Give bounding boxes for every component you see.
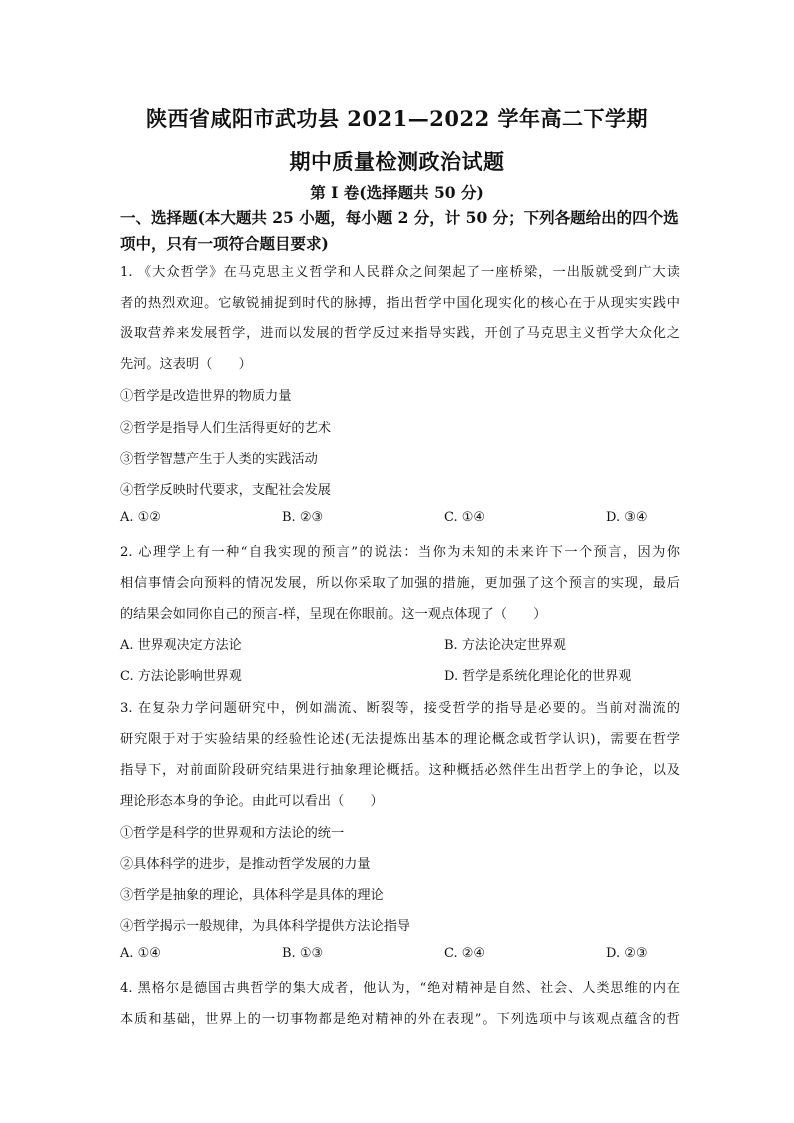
- q3-statement: ①哲学是科学的世界观和方法论的统一: [120, 826, 345, 841]
- q1-statement: ②哲学是指导人们生活得更好的艺术: [120, 421, 331, 436]
- q3-option-c: C. ②④: [444, 946, 486, 961]
- q1-stem-line: 汲取营养来发展哲学，进而以发展的哲学反过来指导实践，开创了马克思主义哲学大众化之: [120, 326, 680, 341]
- q4-stem-line: 本质和基础，世界上的一切事物都是绝对精神的外在表现”。下列选项中与该观点蕴含的哲: [120, 1012, 680, 1027]
- q3-stem-line: 3. 在复杂力学问题研究中，例如湍流、断裂等，接受哲学的指导是必要的。当前对湍流的: [120, 701, 680, 716]
- q2-option-d: D. 哲学是系统化理论化的世界观: [444, 669, 632, 684]
- q3-option-b: B. ①③: [282, 946, 324, 961]
- q2-stem-line: 2. 心理学上有一种“自我实现的预言”的说法：当你为未知的未来许下一个预言，因为你: [120, 545, 680, 560]
- q3-stem-line: 指导下，对前面阶段研究结果进行抽象理论概括。这种概括必然伴生出哲学上的争论，以及: [120, 763, 680, 778]
- q3-statement: ③哲学是抽象的理论，具体科学是具体的理论: [120, 888, 384, 903]
- q2-stem-line: 相信事情会向预料的情况发展，所以你采取了加强的措施，更加强了这个预言的实现，最后: [120, 576, 680, 591]
- part-heading: 第 I 卷(选择题共 50 分): [310, 183, 484, 202]
- q3-stem-line: 理论形态本身的争论。由此可以看出（ ）: [120, 794, 384, 809]
- q2-option-b: B. 方法论决定世界观: [444, 638, 566, 653]
- q1-stem-line: 者的热烈欢迎。它敏锐捕捉到时代的脉搏，指出哲学中国化现实化的核心在于从现实实践中: [120, 296, 680, 311]
- q2-option-c: C. 方法论影响世界观: [120, 669, 242, 684]
- q1-stem-line: 1. 《大众哲学》在马克思主义哲学和人民群众之间架起了一座桥梁，一出版就受到广大读: [120, 265, 680, 280]
- q1-option-a: A. ①②: [120, 510, 161, 525]
- q3-statement: ②具体科学的进步，是推动哲学发展的力量: [120, 857, 371, 872]
- q3-option-d: D. ②③: [606, 946, 648, 961]
- q1-option-d: D. ③④: [606, 510, 648, 525]
- q4-stem-line: 4. 黑格尔是德国古典哲学的集大成者，他认为，“绝对精神是自然、社会、人类思维的内在: [120, 981, 680, 996]
- section-heading-line2: 项中，只有一项符合题目要求): [120, 234, 329, 253]
- q1-statement: ③哲学智慧产生于人类的实践活动: [120, 452, 318, 467]
- q3-option-a: A. ①④: [120, 946, 161, 961]
- q1-option-c: C. ①④: [444, 510, 486, 525]
- q1-statement: ①哲学是改造世界的物质力量: [120, 389, 292, 404]
- section-heading-line1: 一、选择题(本大题共 25 小题，每小题 2 分，计 50 分；下列各题给出的四个选: [120, 208, 679, 227]
- q2-stem-line: 的结果会如同你自己的预言-样，呈现在你眼前。这一观点体现了（ ）: [120, 607, 547, 622]
- q1-statement: ④哲学反映时代要求，支配社会发展: [120, 483, 331, 498]
- exam-title-line1: 陕西省咸阳市武功县 2021—2022 学年高二下学期: [145, 106, 648, 131]
- q1-stem-line: 先河。这表明（ ）: [120, 357, 252, 372]
- exam-title-line2: 期中质量检测政治试题: [289, 149, 505, 174]
- q3-statement: ④哲学揭示一般规律，为具体科学提供方法论指导: [120, 919, 411, 934]
- q3-stem-line: 研究限于对于实验结果的经验性论述(无法提炼出基本的理论概念或哲学认识)，需要在哲学: [120, 732, 680, 747]
- q1-option-b: B. ②③: [282, 510, 324, 525]
- q2-option-a: A. 世界观决定方法论: [120, 638, 242, 653]
